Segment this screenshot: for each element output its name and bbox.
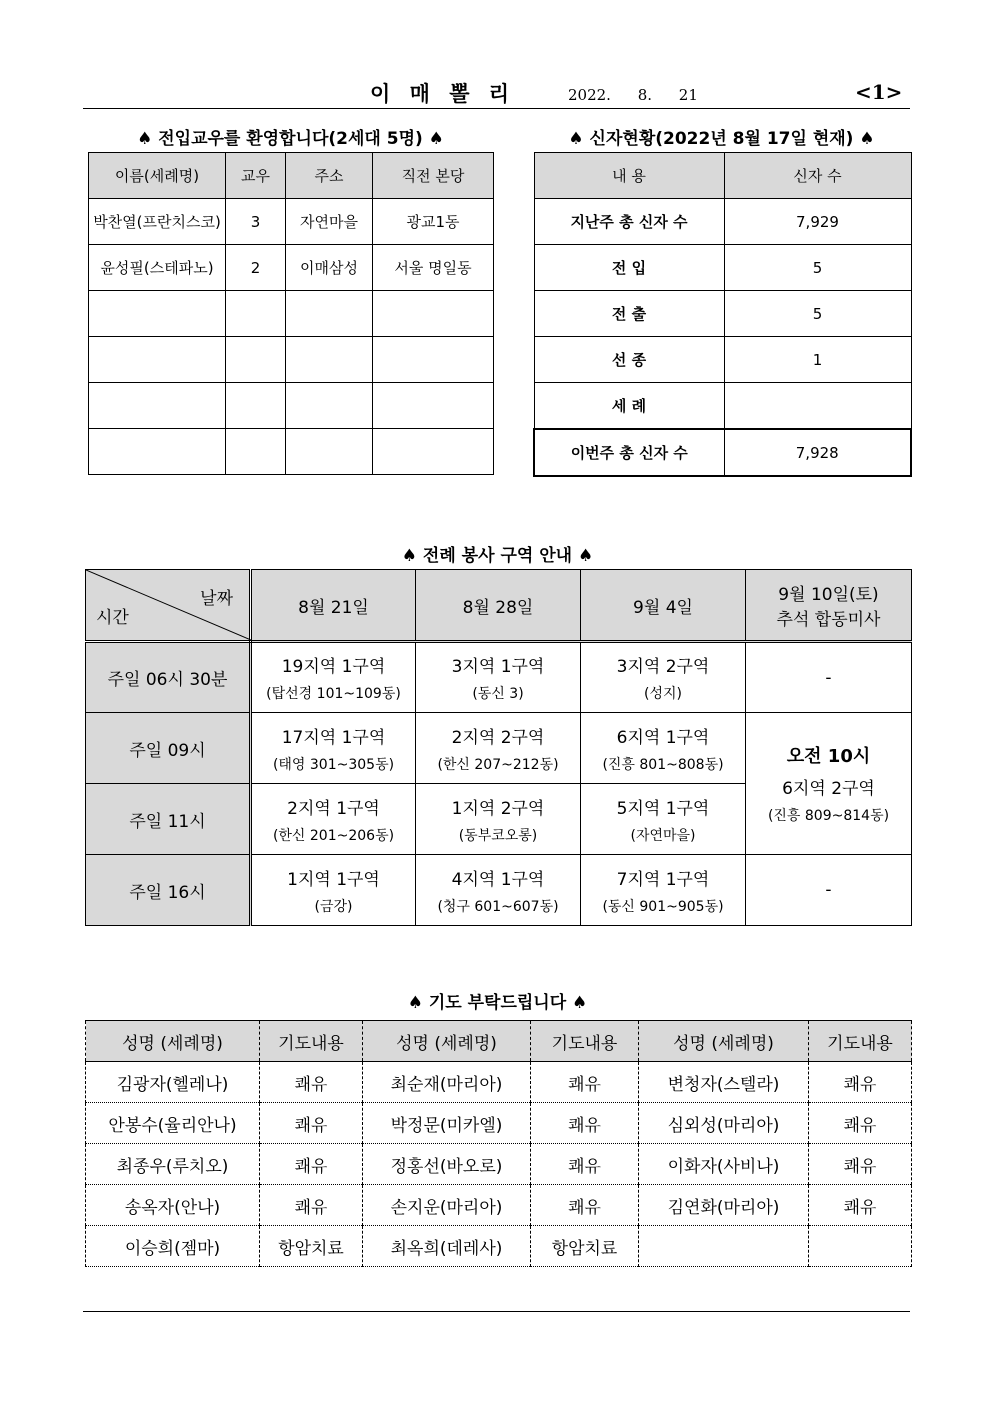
column-header: 기도내용: [809, 1021, 912, 1062]
date-header: 8월 28일: [416, 570, 581, 642]
table-cell: 서울 명일동: [373, 245, 494, 291]
date-header-line1: 9월 10일(토): [778, 585, 879, 605]
stats-header-row: [534, 153, 911, 199]
prayer-name: 김광자(헬레나): [86, 1062, 260, 1103]
prayer-name: 송옥자(안나): [86, 1185, 260, 1226]
special-time: 오전 10시: [786, 746, 871, 767]
service-cell-empty: -: [746, 855, 912, 926]
stat-label: 지난주 총 신자 수: [534, 199, 724, 245]
stat-label: 이번주 총 신자 수: [534, 429, 724, 476]
table-cell: [226, 429, 286, 475]
table-row: [86, 1185, 912, 1226]
prayer-name: 손지운(마리아): [363, 1185, 531, 1226]
service-cell: [581, 642, 746, 713]
table-cell: 윤성필(스테파노): [89, 245, 226, 291]
stat-value: 5: [724, 291, 911, 337]
table-cell: [226, 383, 286, 429]
stat-label: 전 출: [534, 291, 724, 337]
date-header: 8월 21일: [251, 570, 416, 642]
service-cell: [251, 713, 416, 784]
mass-time: 주일 11시: [86, 784, 251, 855]
prayer-name: 김연화(마리아): [639, 1185, 809, 1226]
newcomers-table: [88, 152, 494, 475]
district: 17지역 1구역: [281, 727, 386, 748]
column-header: 성명 (세례명): [86, 1021, 260, 1062]
district: 3지역 2구역: [616, 657, 710, 677]
table-cell: [286, 291, 373, 337]
stats-title: ♠ 신자현황(2022년 8월 17일 현재) ♠: [568, 129, 875, 149]
service-cell: [416, 713, 581, 784]
date-header: 9월 4일: [581, 570, 746, 642]
prayer-intent: 쾌유: [260, 1062, 363, 1103]
district: 1지역 2구역: [451, 798, 545, 819]
table-row: [86, 1103, 912, 1144]
prayer-intent: 쾌유: [260, 1103, 363, 1144]
prayer-title: ♠ 기도 부탁드립니다 ♠: [407, 993, 588, 1013]
prayer-name: 최옥희(데레사): [363, 1226, 531, 1267]
table-cell: [286, 383, 373, 429]
prayer-intent: 쾌유: [531, 1144, 639, 1185]
table-row: [89, 245, 494, 291]
district-detail: (성지): [644, 686, 682, 702]
table-row: [534, 383, 911, 430]
district: 2지역 2구역: [451, 727, 545, 748]
stat-value: 5: [724, 245, 911, 291]
district: 19지역 1구역: [281, 657, 386, 677]
prayer-name: [639, 1226, 809, 1267]
table-row: [89, 199, 494, 245]
table-row: [534, 199, 911, 245]
newsletter-title: 이 매 뽈 리: [370, 82, 516, 106]
table-cell: [89, 291, 226, 337]
table-row: [534, 291, 911, 337]
table-cell: 광교1동: [373, 199, 494, 245]
column-header: 주소: [286, 153, 373, 199]
mass-time: 주일 09시: [86, 713, 251, 784]
table-cell: [373, 429, 494, 475]
district: 1지역 1구역: [287, 869, 380, 890]
stat-value: 7,929: [724, 199, 911, 245]
district-detail: (태영 301~305동): [272, 756, 395, 773]
district: 6지역 1구역: [616, 727, 710, 748]
table-cell: [89, 337, 226, 383]
prayer-intent: 쾌유: [260, 1185, 363, 1226]
table-row: [89, 291, 494, 337]
table-cell: [89, 429, 226, 475]
district-detail: (동부코오롱): [458, 827, 538, 844]
district: 2지역 1구역: [287, 798, 380, 819]
service-cell: [581, 784, 746, 855]
table-row: [89, 383, 494, 429]
stats-table: [533, 152, 912, 477]
special-district: 6지역 2구역: [782, 779, 875, 799]
corner-cell: [86, 570, 251, 642]
prayer-intent: 쾌유: [809, 1185, 912, 1226]
date-header-line2: 추석 합동미사: [776, 610, 881, 630]
table-row: [534, 429, 911, 476]
table-cell: [226, 337, 286, 383]
service-title: ♠ 전례 봉사 구역 안내 ♠: [401, 546, 594, 566]
newcomers-header-row: [89, 153, 494, 199]
prayer-intent: 쾌유: [260, 1144, 363, 1185]
district-detail: (한신 201~206동): [272, 827, 395, 844]
prayer-name: 안봉수(율리안나): [86, 1103, 260, 1144]
issue-date: 2022. 8. 21: [568, 86, 698, 104]
service-cell: [581, 713, 746, 784]
stat-label: 전 입: [534, 245, 724, 291]
service-cell: [251, 855, 416, 926]
stat-label: 세 례: [534, 383, 724, 430]
column-header: 직전 본당: [373, 153, 494, 199]
column-header: 성명 (세례명): [639, 1021, 809, 1062]
footer-rule: [83, 1311, 910, 1312]
prayer-intent: 쾌유: [809, 1062, 912, 1103]
column-header: 신자 수: [724, 153, 911, 199]
district-detail: (금강): [314, 898, 353, 915]
table-row: [86, 1144, 912, 1185]
service-cell: [416, 642, 581, 713]
prayer-intent: 쾌유: [531, 1103, 639, 1144]
column-header: 기도내용: [531, 1021, 639, 1062]
newcomers-title: ♠ 전입교우를 환영합니다(2세대 5명) ♠: [137, 129, 444, 149]
district: 4지역 1구역: [451, 869, 545, 890]
prayer-intent: 쾌유: [531, 1062, 639, 1103]
district-detail: (한신 207~212동): [437, 756, 559, 773]
prayer-name: 박정문(미카엘): [363, 1103, 531, 1144]
stat-value: 7,928: [724, 429, 911, 476]
stat-value: 1: [724, 337, 911, 383]
district-detail: (동신 3): [472, 686, 524, 702]
service-cell-empty: -: [746, 642, 912, 713]
service-row: [86, 642, 912, 713]
table-cell: [89, 383, 226, 429]
district-detail: (진흥 801~808동): [602, 756, 724, 773]
service-row: [86, 855, 912, 926]
prayer-name: 최순재(마리아): [363, 1062, 531, 1103]
column-header: 내 용: [534, 153, 724, 199]
column-header: 기도내용: [260, 1021, 363, 1062]
district-detail: (동신 901~905동): [602, 898, 724, 915]
prayer-intent: [809, 1226, 912, 1267]
page-number: <1>: [855, 80, 903, 104]
service-cell: [251, 784, 416, 855]
table-row: [534, 245, 911, 291]
service-header-row: [86, 570, 912, 642]
prayer-intent: 쾌유: [809, 1103, 912, 1144]
service-cell: [581, 855, 746, 926]
table-row: [89, 429, 494, 475]
district: 7지역 1구역: [616, 869, 710, 890]
mass-time: 주일 16시: [86, 855, 251, 926]
table-cell: 자연마을: [286, 199, 373, 245]
prayer-intent: 쾌유: [531, 1185, 639, 1226]
service-row: [86, 713, 912, 784]
prayer-name: 이승희(젬마): [86, 1226, 260, 1267]
table-cell: [373, 383, 494, 429]
table-row: [86, 1062, 912, 1103]
table-cell: [373, 291, 494, 337]
prayer-name: 이화자(사비나): [639, 1144, 809, 1185]
service-cell: [251, 642, 416, 713]
table-row: [89, 337, 494, 383]
table-cell: [226, 291, 286, 337]
stat-value: [724, 383, 911, 430]
district: 3지역 1구역: [451, 657, 545, 677]
service-table: [85, 569, 912, 926]
column-header: 교우: [226, 153, 286, 199]
prayer-name: 정홍선(바오로): [363, 1144, 531, 1185]
district-detail: (탑선경 101~109동): [266, 686, 401, 702]
table-row: [86, 1226, 912, 1267]
column-header: 성명 (세례명): [363, 1021, 531, 1062]
special-detail: (진흥 809~814동): [767, 808, 890, 824]
table-cell: [286, 429, 373, 475]
table-cell: [286, 337, 373, 383]
mass-time: 주일 06시 30분: [86, 642, 251, 713]
prayer-header-row: [86, 1021, 912, 1062]
prayer-name: 심외성(마리아): [639, 1103, 809, 1144]
service-cell: [416, 855, 581, 926]
district: 5지역 1구역: [616, 798, 710, 819]
header-rule: [83, 108, 910, 109]
date-header: [746, 570, 912, 642]
prayer-name: 변청자(스텔라): [639, 1062, 809, 1103]
table-cell: 3: [226, 199, 286, 245]
prayer-intent: 항암치료: [260, 1226, 363, 1267]
district-detail: (자연마을): [630, 827, 696, 844]
column-header: 이름(세례명): [89, 153, 226, 199]
prayer-name: 최종우(루치오): [86, 1144, 260, 1185]
table-cell: 이매삼성: [286, 245, 373, 291]
table-cell: 2: [226, 245, 286, 291]
stat-label: 선 종: [534, 337, 724, 383]
prayer-intent: 항암치료: [531, 1226, 639, 1267]
table-cell: [373, 337, 494, 383]
prayer-intent: 쾌유: [809, 1144, 912, 1185]
prayer-table: [85, 1020, 912, 1267]
corner-date-label: 날짜: [200, 589, 233, 609]
table-cell: 박찬열(프란치스코): [89, 199, 226, 245]
service-cell: [416, 784, 581, 855]
corner-time-label: 시간: [96, 608, 129, 628]
district-detail: (청구 601~607동): [437, 898, 559, 915]
table-row: [534, 337, 911, 383]
merged-special-cell: [746, 713, 912, 855]
